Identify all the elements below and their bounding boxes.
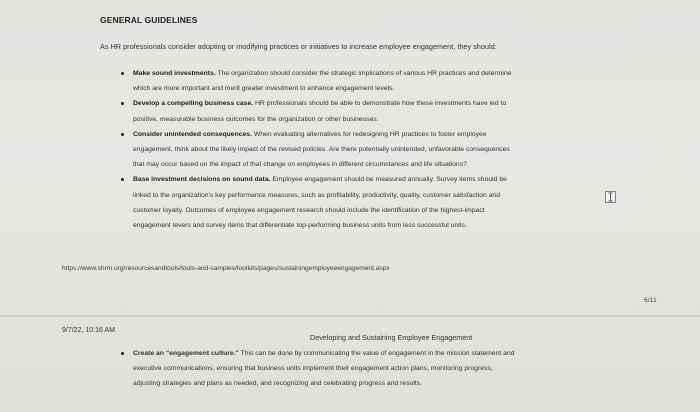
list-item-line: positive, measurable business outcomes for the organization or other businesses. [133,115,379,123]
list-item-bold: Create an "engagement culture." [133,350,239,357]
list-item [120,346,640,392]
guidelines-list [120,66,630,233]
list-item-line: Make sound investments. The organization should consider the strategic implications of various HR practices and determine [133,70,512,77]
list-item-bold: Consider unintended consequences. [133,130,252,138]
list-item-line: engagement levers and survey items that differentiate top-performing business units from less successful units. [133,222,467,230]
text-cursor-icon [605,191,616,203]
list-item-line: engagement, think about the likely impact of the revised policies. Are there potentially unintended, unfavorable consequences [133,146,510,154]
bullet-dot [121,72,124,75]
list-item-line: that may occur based on the impact of that change on employees in different circumstances and life situations? [133,161,467,169]
source-url: https://www.shrm.org/resourcesandtools/tools-and-samples/toolkits/pages/sustainingemployeeengagement.aspx [62,265,390,272]
section-heading: GENERAL GUIDELINES [100,15,198,25]
document-title: Developing and Sustaining Employee Engagement [310,333,473,342]
list-item-line: customer loyalty. Outcomes of employee engagement research should include the identification of the highest-impact [133,206,485,214]
list-item-line: adjusting strategies and plans as needed, and recognizing and celebrating progress and results. [133,380,423,388]
list-item-line: which are more important and merit greater investment to enhance engagement levels. [133,85,395,93]
guidelines-list-continued [120,346,640,392]
bullet-dot [121,102,124,105]
list-item-line: linked to the organization's key performance measures, such as profitability, productivity, quality, customer satisfaction and [133,191,500,199]
list-item [120,96,630,126]
print-timestamp: 9/7/22, 10:16 AM [62,327,115,334]
list-item-line: Create an "engagement culture." This can be done by communicating the value of engagement in the mission statement and [133,350,515,357]
intro-paragraph: As HR professionals consider adopting or modifying practices or initiatives to increase employee engagement, they should: [100,42,497,51]
list-item-line: Base investment decisions on sound data. Employee engagement should be measured annually. Survey items should be [133,176,507,184]
list-item [120,172,630,233]
list-item-bold: Develop a compelling business case. [133,100,254,108]
list-item-line: executive communications, ensuring that business units implement their engagement action plans, monitoring progress, [133,365,493,373]
page-divider [0,315,700,317]
list-item [120,127,630,173]
list-item-bold: Base investment decisions on sound data. [133,176,271,184]
list-item [120,66,630,96]
list-item-bold: Make sound investments. [133,70,216,77]
bullet-dot [121,178,124,181]
bullet-dot [121,133,124,136]
page-number: 6/11 [644,297,657,304]
bullet-dot [121,352,124,355]
list-item-line: Develop a compelling business case. HR professionals should be able to demonstrate how these investments have led to [133,100,507,108]
list-item-line: Consider unintended consequences. When evaluating alternatives for redesigning HR practices to foster employee [133,130,487,138]
